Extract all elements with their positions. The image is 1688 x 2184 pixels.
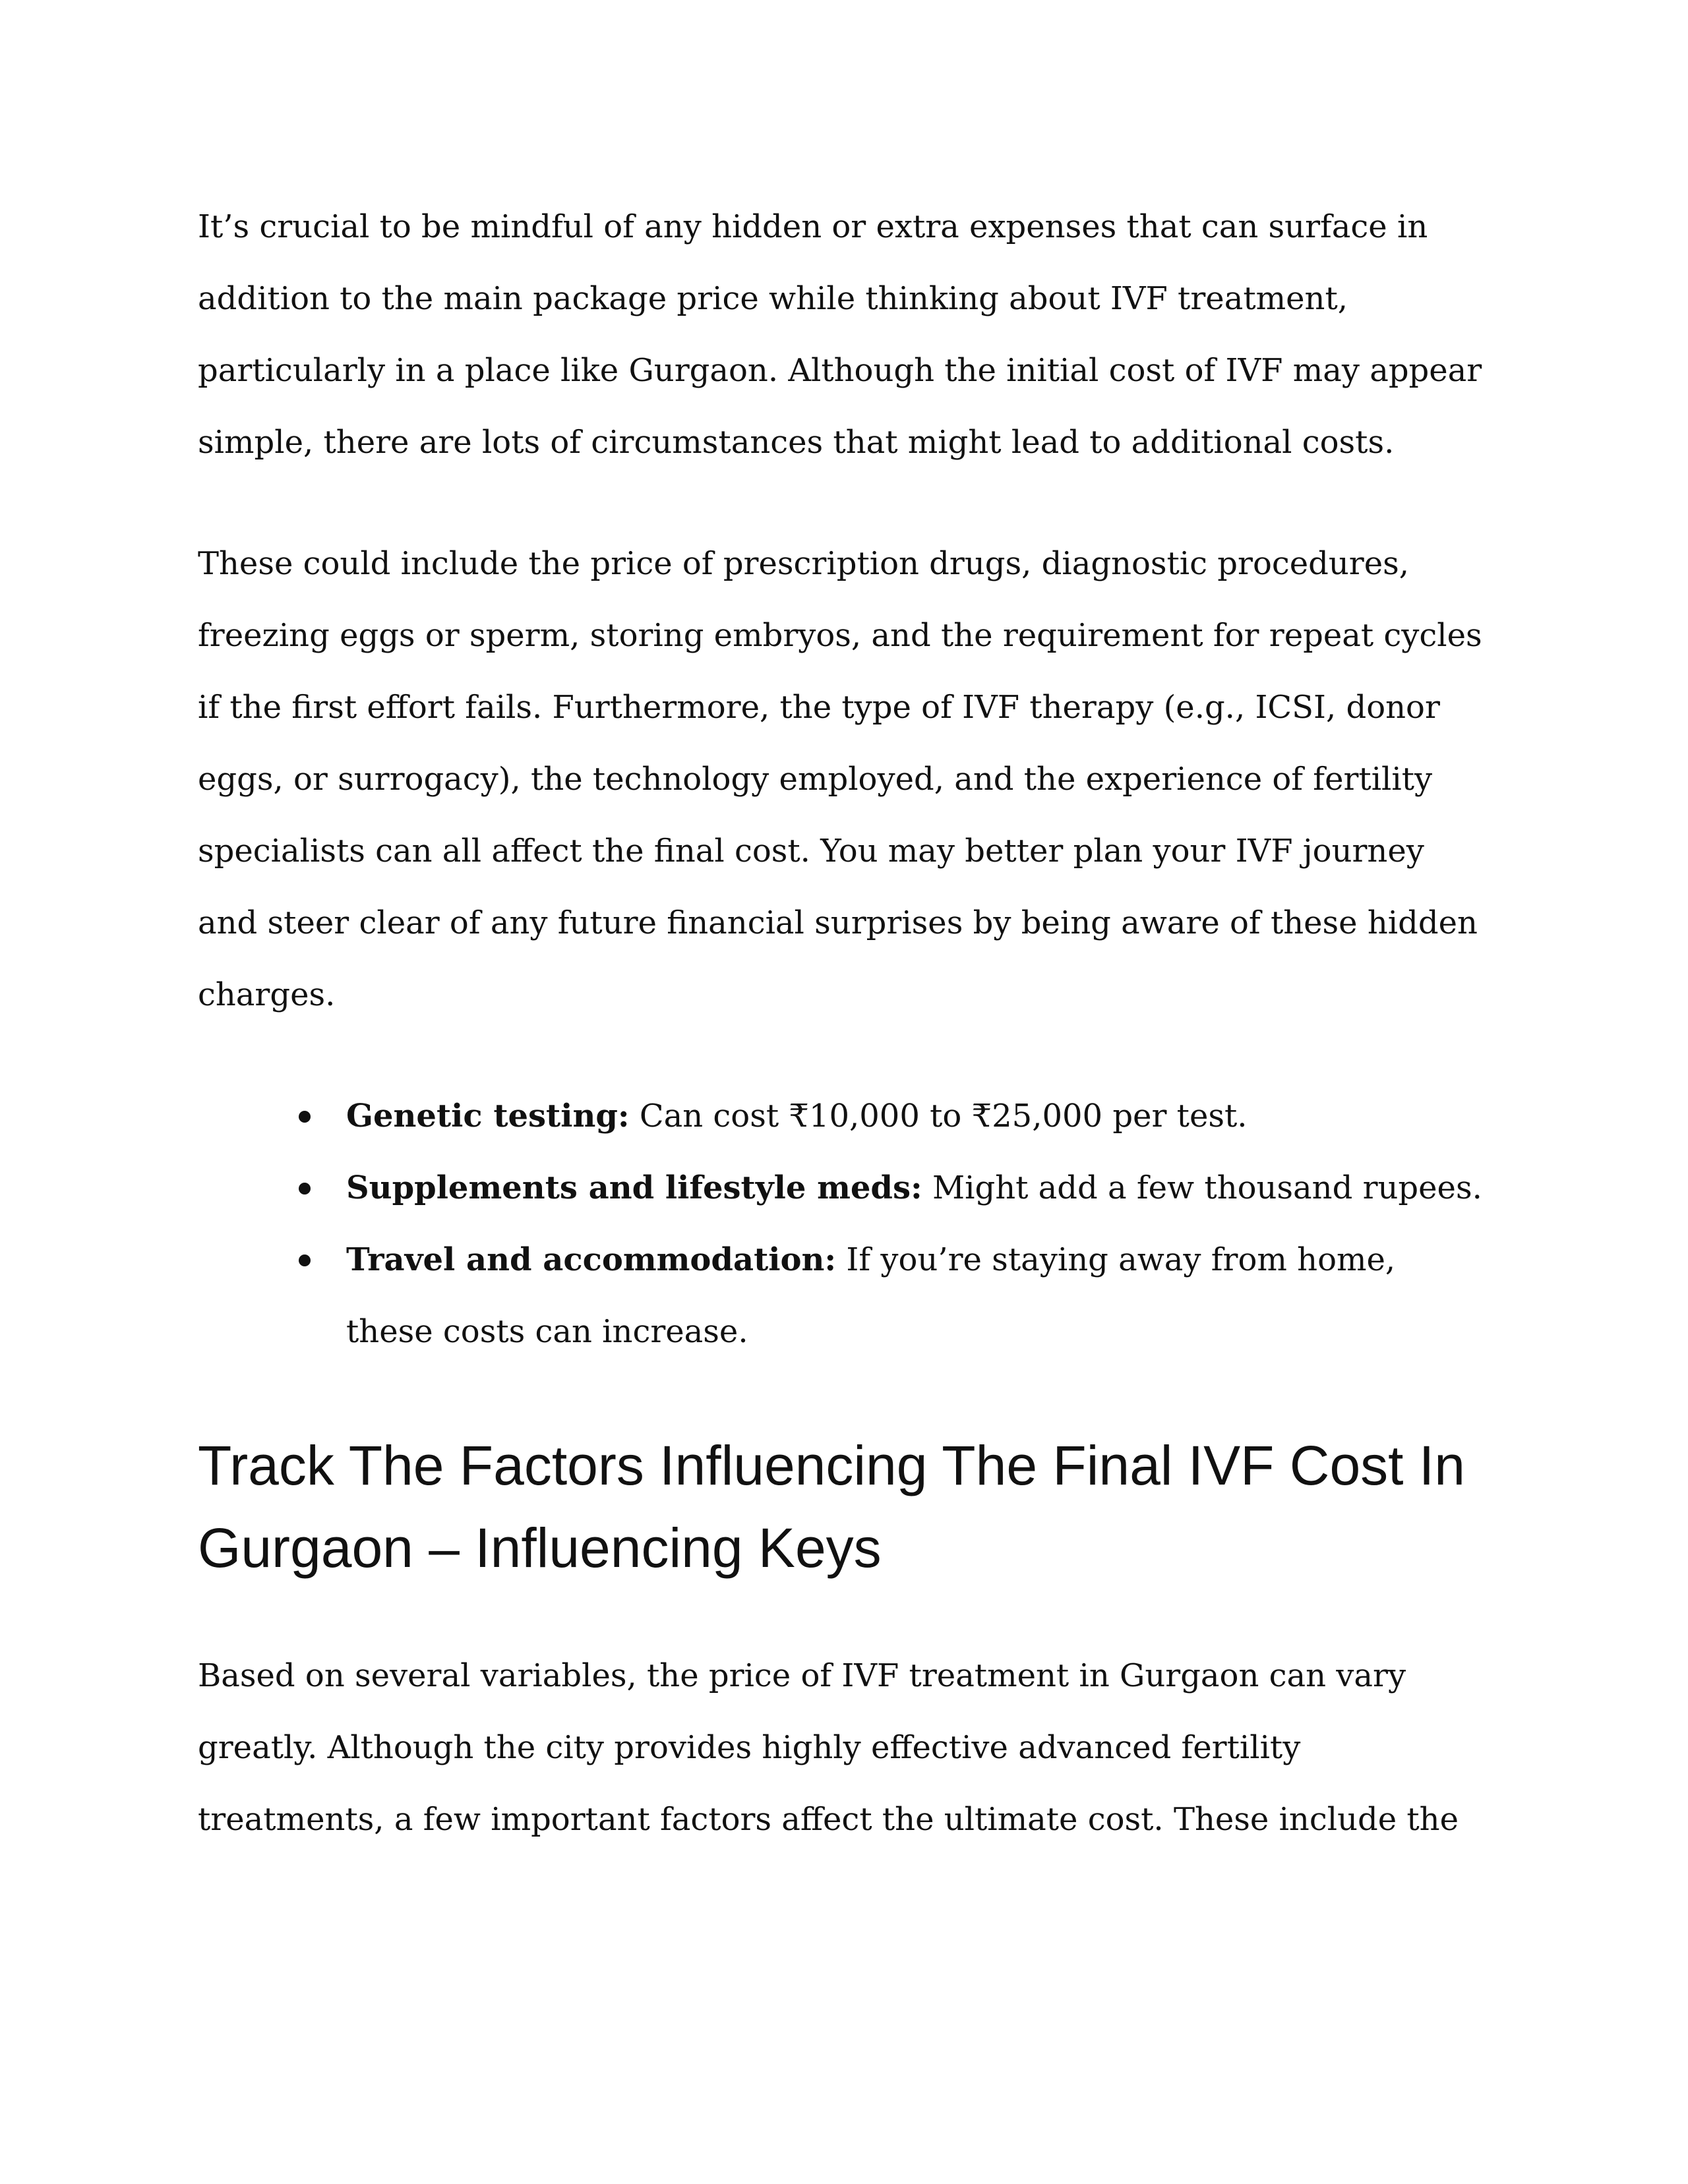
list-item xyxy=(198,1152,1490,1224)
paragraph-additional-costs: These could include the price of prescription drugs, diagnostic procedures, freezing eggs or sperm, storing embryos, and the requirement for repeat cycles if the first effort fails. Furthermore, the type of IVF therapy (e.g., ICSI, donor eggs, or surrogacy), the technology employed, and the experience of fertility specialists can all affect the final cost. You may better plan your IVF journey and steer clear of any future financial surprises by being aware of these hidden charges. xyxy=(198,545,1482,1013)
bullet-term: Travel and accommodation: xyxy=(346,1241,837,1278)
cost-bullet-list xyxy=(198,1080,1490,1368)
document-page xyxy=(198,191,1490,1905)
bullet-dot-icon xyxy=(299,1183,311,1195)
bullet-text: If you’re staying away from home, these costs can increase. xyxy=(346,1241,1396,1350)
section-heading: Track The Factors Influencing The Final IVF Cost In Gurgaon – Influencing Keys xyxy=(198,1434,1465,1579)
bullet-dot-icon xyxy=(299,1254,311,1266)
bullet-term: Supplements and lifestyle meds: xyxy=(346,1169,922,1206)
bullet-dot-icon xyxy=(299,1111,311,1123)
list-item xyxy=(198,1224,1490,1368)
paragraph-hidden-expenses: It’s crucial to be mindful of any hidden or extra expenses that can surface in addition to the main package price while thinking about IVF treatment, particularly in a place like Gurgaon. Although the initial cost of IVF may appear simple, there are lots of circumstances that might lead to additional costs. xyxy=(198,208,1482,461)
list-item xyxy=(198,1080,1490,1152)
bullet-term: Genetic testing: xyxy=(346,1098,630,1135)
bullet-text: Might add a few thousand rupees. xyxy=(922,1169,1482,1206)
paragraph-influencing-factors: Based on several variables, the price of IVF treatment in Gurgaon can vary greatly. Although the city provides highly effective advanced fertility treatments, a few important factors affect the ultimate cost. These include the xyxy=(198,1657,1459,1838)
bullet-text: Can cost ₹10,000 to ₹25,000 per test. xyxy=(629,1098,1248,1135)
